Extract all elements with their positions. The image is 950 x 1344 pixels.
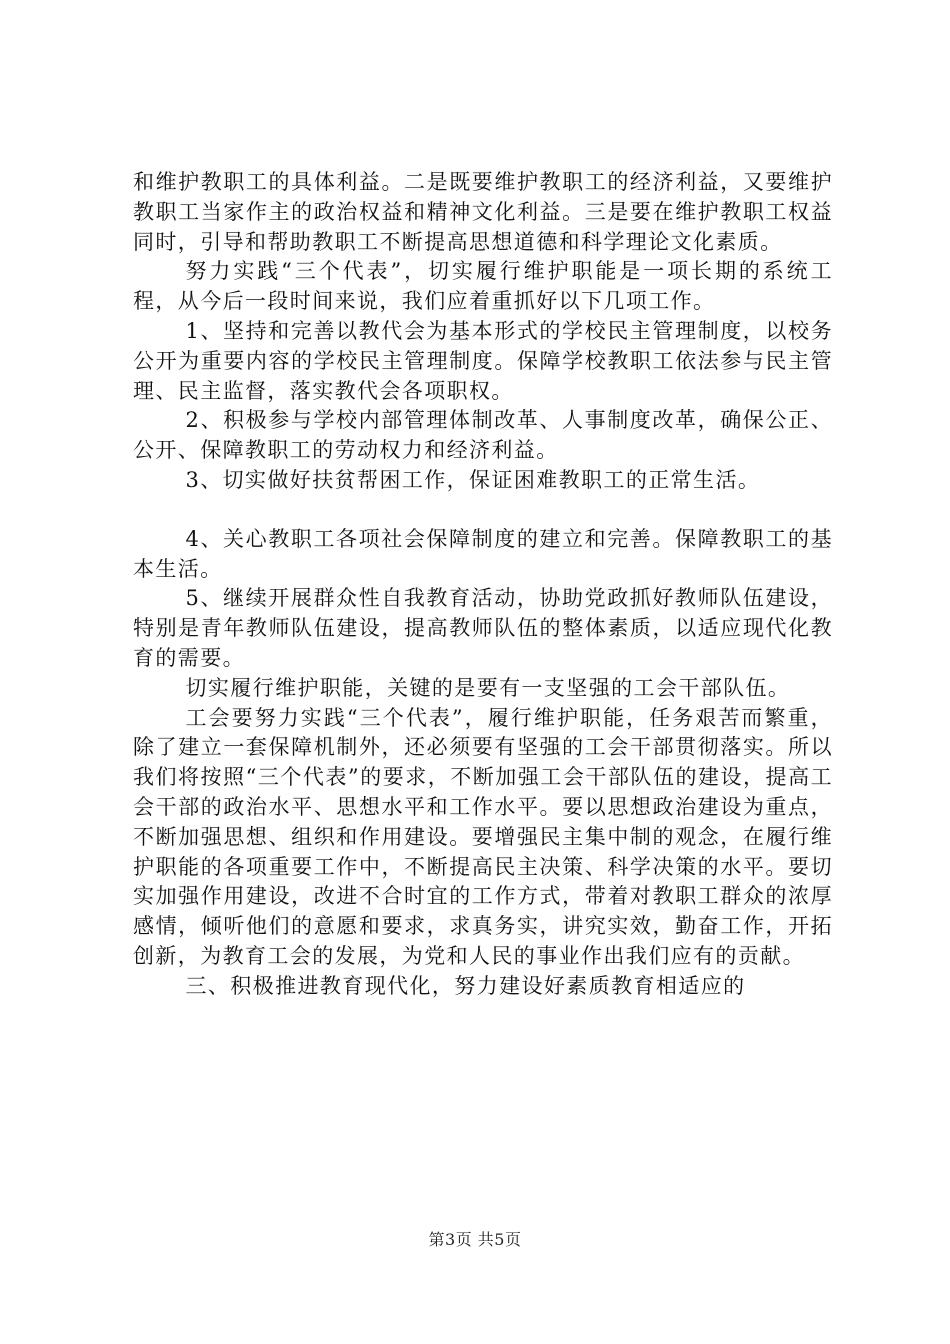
paragraph-continuation: 和维护教职工的具体利益。二是既要维护教职工的经济利益，又要维护教职工当家作主的政治权益和精神文化利益。三是要在维护教职工权益同时，引导和帮助教职工不断提高思想道德和科学理论文化素质。 bbox=[133, 170, 833, 254]
paragraph-union-work: 工会要努力实践“三个代表”，履行维护职能，任务艰苦而繁重，除了建立一套保障机制外，还必须要有坚强的工会干部贯彻落实。所以我们将按照“三个代表”的要求，不断加强工会干部队伍的建设，提高工会干部的政治水平、思想水平和工作水平。要以思想政治建设为重点，不断加强思想、组织和作用建设。要增强民主集中制的观念，在履行维护职能的各项重要工作中，不断提高民主决策、科学决策的水平。要切实加强作用建设，改进不合时宜的工作方式，带着对教职工群众的浓厚感情，倾听他们的意愿和要求，求真务实，讲究实效，勤奋工作，开拓创新，为教育工会的发展，为党和人民的事业作出我们应有的贡献。 bbox=[133, 705, 833, 968]
list-item-4: 4、关心教职工各项社会保障制度的建立和完善。保障教职工的基本生活。 bbox=[133, 526, 833, 581]
paragraph-cadre-team: 切实履行维护职能，关键的是要有一支坚强的工会干部队伍。 bbox=[185, 675, 791, 700]
list-item-5: 5、继续开展群众性自我教育活动，协助党政抓好教师队伍建设，特别是青年教师队伍建设，提高教师队伍的整体素质，以适应现代化教育的需要。 bbox=[133, 586, 833, 670]
list-item-3: 3、切实做好扶贫帮困工作，保证困难教职工的正常生活。 bbox=[185, 467, 761, 492]
list-item-2: 2、积极参与学校内部管理体制改革、人事制度改革，确保公正、公开、保障教职工的劳动权力和经济利益。 bbox=[133, 408, 833, 463]
paragraph-three-represents: 努力实践“三个代表”，切实履行维护职能是一项长期的系统工程，从今后一段时间来说，我们应着重抓好以下几项工作。 bbox=[133, 259, 833, 314]
document-body bbox=[133, 168, 833, 1002]
page-number-footer: 第3页 共5页 bbox=[428, 1230, 522, 1249]
list-item-1: 1、坚持和完善以教代会为基本形式的学校民主管理制度，以校务公开为重要内容的学校民主管理制度。保障学校教职工依法参与民主管理、民主监督，落实教代会各项职权。 bbox=[133, 318, 833, 403]
section-heading-three: 三、积极推进教育现代化，努力建设好素质教育相适应的 bbox=[185, 973, 746, 998]
